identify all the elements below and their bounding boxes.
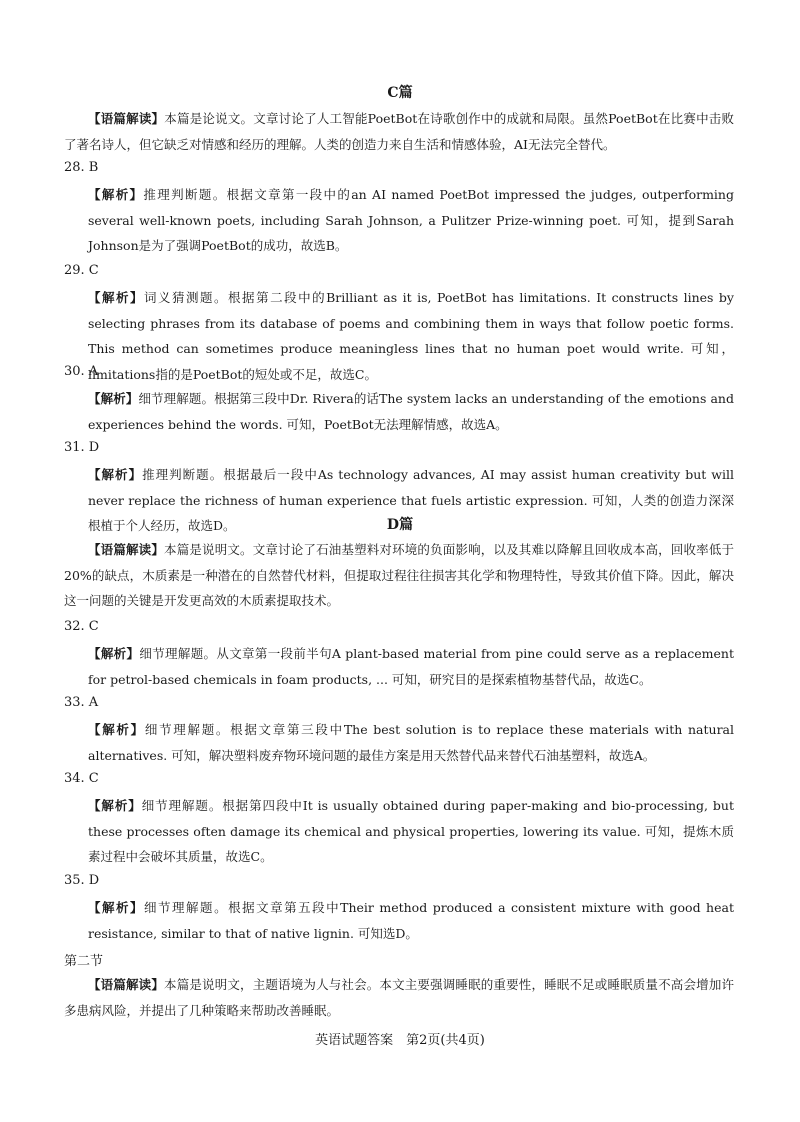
analysis-tag: 【解析】 bbox=[88, 187, 144, 202]
analysis-29 bbox=[88, 285, 734, 387]
passage-tag: 【语篇解读】 bbox=[88, 977, 165, 992]
answer-32: 32. C bbox=[64, 619, 99, 634]
analysis-28-text: 推理判断题。根据文章第一段中的an AI named PoetBot impressed the judges, outperforming several well-known poets, including Sarah Johnson, a Pulitzer Prize-winning poet. 可知，提到Sarah Johnson是为了强调PoetBot的成功，故选B。 bbox=[88, 187, 734, 253]
analysis-33 bbox=[88, 717, 734, 768]
analysis-33-text: 细节理解题。根据文章第三段中The best solution is to replace these materials with natural alternatives. 可知，解决塑料废弃物环境问题的最佳方案是用天然替代品来替代石油基塑料，故选A。 bbox=[88, 722, 734, 763]
analysis-tag: 【解析】 bbox=[88, 722, 145, 737]
analysis-29-text: 词义猜测题。根据第二段中的Brilliant as it is, PoetBot has limitations. It constructs lines by selecting phrases from its database of poems and combining them in ways that follow poetic forms. This method can sometimes produce meaningless lines that no human poet would write. 可知，limitations指的是PoetBot的短处或不足，故选C。 bbox=[88, 290, 734, 382]
analysis-32 bbox=[88, 641, 734, 692]
passage-tag: 【语篇解读】 bbox=[88, 111, 165, 126]
analysis-35-text: 细节理解题。根据文章第五段中Their method produced a consistent mixture with good heat resistance, similar to that of native lignin. 可知选D。 bbox=[88, 900, 734, 941]
answer-33: 33. A bbox=[64, 695, 99, 710]
analysis-32-text: 细节理解题。从文章第一段前半句A plant-based material from pine could serve as a replacement for petrol-based chemicals in foam products, ... 可知，研究目的是探索植物基替代品，故选C。 bbox=[88, 646, 734, 687]
analysis-tag: 【解析】 bbox=[88, 646, 140, 661]
part-2-label: 第二节 bbox=[64, 954, 104, 969]
passage-part2-intro bbox=[64, 972, 734, 1023]
analysis-34 bbox=[88, 793, 734, 870]
passage-part2-intro-text: 本篇是说明文，主题语境为人与社会。本文主要强调睡眠的重要性，睡眠不足或睡眠质量不高会增加许多患病风险，并提出了几种策略来帮助改善睡眠。 bbox=[64, 977, 734, 1018]
section-c-title: C篇 bbox=[387, 85, 413, 101]
analysis-tag: 【解析】 bbox=[88, 900, 145, 915]
analysis-tag: 【解析】 bbox=[88, 798, 142, 813]
answer-35: 35. D bbox=[64, 873, 100, 888]
answer-28: 28. B bbox=[64, 160, 99, 175]
passage-d-intro-text: 本篇是说明文。文章讨论了石油基塑料对环境的负面影响，以及其难以降解且回收成本高，回收率低于20%的缺点，木质素是一种潜在的自然替代材料，但提取过程往往损害其化学和物理特性，导致其价值下降。因此，解决这一问题的关键是开发更高效的木质素提取技术。 bbox=[64, 542, 734, 608]
answer-31: 31. D bbox=[64, 440, 100, 455]
analysis-34-text: 细节理解题。根据第四段中It is usually obtained during paper-making and bio-processing, but these processes often damage its chemical and physical properties, lowering its value. 可知，提炼木质素过程中会破坏其质量，故选C。 bbox=[88, 798, 734, 864]
analysis-31-text: 推理判断题。根据最后一段中As technology advances, AI may assist human creativity but will never replace the richness of human experience that fuels artistic expression. 可知，人类的创造力深深根植于个人经历，故选D。 bbox=[88, 467, 734, 533]
page-footer: 英语试题答案 第2页(共4页) bbox=[315, 1033, 485, 1048]
passage-d-intro bbox=[64, 537, 734, 614]
analysis-tag: 【解析】 bbox=[88, 391, 139, 406]
passage-c-intro-text: 本篇是论说文。文章讨论了人工智能PoetBot在诗歌创作中的成就和局限。虽然PoetBot在比赛中击败了著名诗人，但它缺乏对情感和经历的理解。人类的创造力来自生活和情感体验，AI无法完全替代。 bbox=[64, 111, 734, 152]
analysis-tag: 【解析】 bbox=[88, 290, 145, 305]
answer-34: 34. C bbox=[64, 771, 99, 786]
analysis-tag: 【解析】 bbox=[88, 467, 143, 482]
analysis-35 bbox=[88, 895, 734, 946]
answer-30: 30. A bbox=[64, 364, 99, 379]
analysis-28 bbox=[88, 182, 734, 259]
passage-c-intro bbox=[64, 106, 734, 157]
answer-29: 29. C bbox=[64, 263, 99, 278]
analysis-30-text: 细节理解题。根据第三段中Dr. Rivera的话The system lacks an understanding of the emotions and experiences behind the words. 可知，PoetBot无法理解情感，故选A。 bbox=[88, 391, 734, 432]
passage-tag: 【语篇解读】 bbox=[88, 542, 165, 557]
analysis-30 bbox=[88, 386, 734, 437]
section-d-title: D篇 bbox=[386, 517, 414, 533]
